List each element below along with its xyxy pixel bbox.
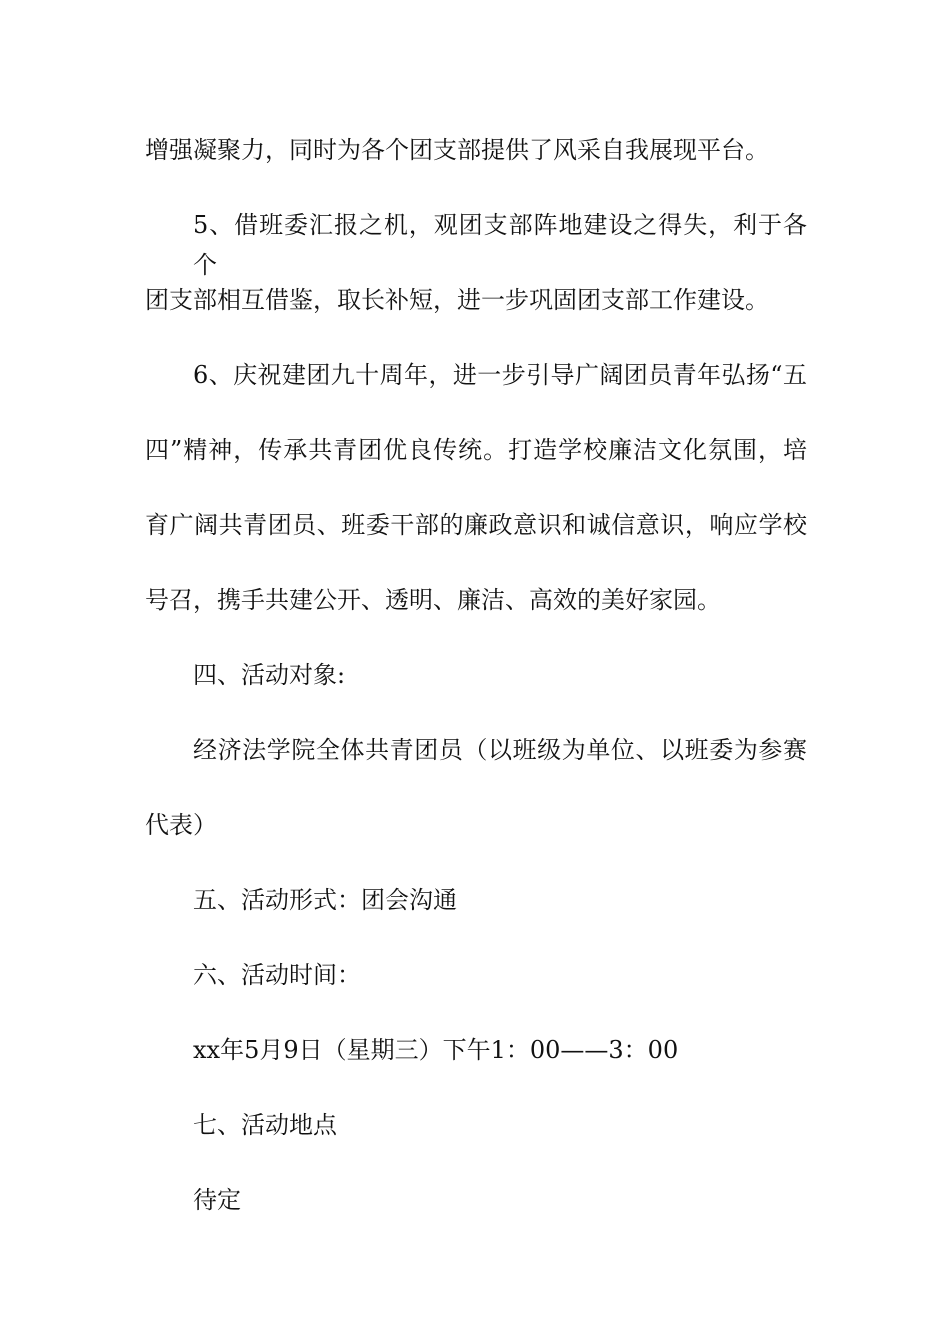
- section-heading: 七、活动地点: [193, 1111, 337, 1139]
- section-heading: 四、活动对象:: [193, 661, 346, 689]
- document-body: [145, 130, 807, 1255]
- paragraph-line: 6、庆祝建团九十周年，进一步引导广阔团员青年弘扬“五: [193, 361, 807, 389]
- section-heading: 五、活动形式：团会沟通: [193, 886, 457, 914]
- paragraph-line: 育广阔共青团员、班委干部的廉政意识和诚信意识，响应学校: [145, 511, 807, 539]
- paragraph-line: 团支部相互借鉴，取长补短，进一步巩固团支部工作建设。: [145, 286, 769, 314]
- section-heading: 六、活动时间：: [193, 961, 361, 989]
- event-location-text: 待定: [193, 1186, 241, 1214]
- paragraph-line: 四”精神，传承共青团优良传统。打造学校廉洁文化氛围，培: [145, 436, 807, 464]
- paragraph-line: 经济法学院全体共青团员（以班级为单位、以班委为参赛: [193, 736, 807, 764]
- paragraph-line: 代表）: [145, 811, 217, 839]
- paragraph-line: 号召，携手共建公开、透明、廉洁、高效的美好家园。: [145, 586, 721, 614]
- event-time-text: xx年5月9日（星期三）下午1：00——3：00: [193, 1036, 679, 1064]
- paragraph-line: 5、借班委汇报之机，观团支部阵地建设之得失，利于各个: [193, 211, 807, 279]
- paragraph-line: 增强凝聚力，同时为各个团支部提供了风采自我展现平台。: [145, 136, 769, 164]
